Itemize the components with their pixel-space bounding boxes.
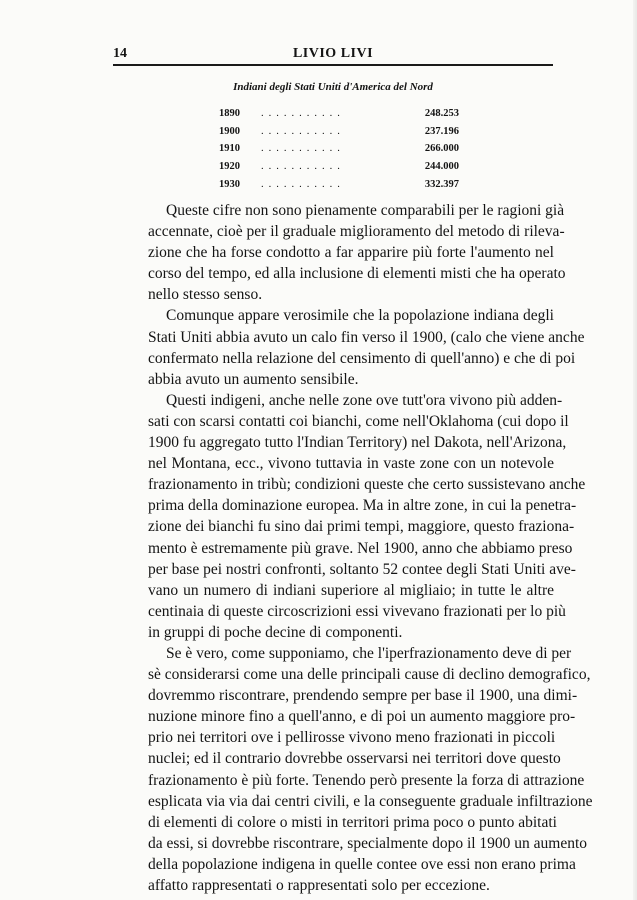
table-value: 237.196 xyxy=(424,125,459,137)
text-line: di elementi di colore o misti in territori prima poco o punto abitati xyxy=(148,813,557,831)
text-line: nuzione minore fino a quell'anno, e di poi un aumento maggiore pro- xyxy=(148,708,576,726)
text-line: da essi, si dovrebbe riscontrare, specialmente dopo il 1900 un aumento xyxy=(148,834,588,852)
text-line: Stati Uniti abbia avuto un calo fin verso il 1900, (calo che viene anche xyxy=(148,328,585,346)
text-line: Queste cifre non sono pienamente comparabili per le ragioni già xyxy=(166,202,565,219)
text-line: confermato nella relazione del censimento di quell'anno) e che di poi xyxy=(148,349,576,367)
table-year: 1910 xyxy=(219,143,240,155)
text-line: della popolazione indigena in quelle contee ove essi non erano prima xyxy=(148,855,576,873)
dot-leader: ........... xyxy=(261,108,345,120)
text-line: frazionamento in tribù; condizioni queste che certo sussistevano anche xyxy=(148,476,586,494)
text-line: in gruppi di poche decine di componenti. xyxy=(148,623,403,641)
table-caption: Indiani degli Stati Uniti d'America del Nord xyxy=(233,81,433,93)
dot-leader: ........... xyxy=(261,143,345,155)
dot-leader: ........... xyxy=(261,161,345,173)
text-line: Se è vero, come supponiamo, che l'iperfrazionamento deve di per xyxy=(166,644,572,662)
text-line: 1900 fu aggregato tutto l'Indian Territory) nel Dakota, nell'Arizona, xyxy=(148,434,567,452)
running-title: LIVIO LIVI xyxy=(292,46,374,61)
paragraph-4 xyxy=(148,643,593,896)
text-line: esplicata via via dai centri civili, e la conseguente graduale infiltrazione xyxy=(148,792,593,810)
paragraph-3 xyxy=(148,390,586,643)
body-text xyxy=(148,200,593,896)
table-row xyxy=(219,123,459,141)
table-row xyxy=(219,140,459,158)
text-line: frazionamento è più forte. Tenendo però presente la forza di attrazione xyxy=(148,771,585,789)
table-value: 332.397 xyxy=(424,178,459,190)
text-line: Comunque appare verosimile che la popolazione indiana degli xyxy=(166,307,554,325)
text-line: mento è estremamente più grave. Nel 1900, anno che abbiamo preso xyxy=(148,539,573,557)
text-line: prima della dominazione europea. Ma in altre zone, in cui la penetra- xyxy=(148,497,577,515)
dot-leader: ........... xyxy=(261,178,345,190)
text-line: sè considerarsi come una delle principali cause di declino demografico, xyxy=(148,666,591,684)
paragraph-2 xyxy=(148,305,585,389)
paragraph-1 xyxy=(148,200,566,305)
data-table xyxy=(219,105,459,193)
table-row xyxy=(219,105,459,123)
page-edge-shadow xyxy=(633,0,637,900)
text-line: corso del tempo, ed alla inclusione di elementi misti che ha operato xyxy=(148,265,566,283)
table-year: 1920 xyxy=(219,161,240,173)
dot-leader: ........... xyxy=(261,125,345,137)
page-number: 14 xyxy=(113,46,127,61)
text-line: nello stesso senso. xyxy=(148,286,263,304)
table-row xyxy=(219,175,459,193)
text-line: accennate, cioè per il graduale miglioramento del metodo di rileva- xyxy=(148,223,565,241)
table-value: 266.000 xyxy=(424,143,459,155)
text-line: abbia avuto un aumento sensibile. xyxy=(148,370,359,388)
table-year: 1890 xyxy=(219,108,240,120)
text-line: vano un numero di indiani superiore al migliaio; in tutte le altre xyxy=(148,581,554,599)
text-line: dovremmo riscontrare, prendendo sempre per base il 1900, una dimi- xyxy=(148,687,578,705)
header-rule xyxy=(113,64,553,66)
table-year: 1900 xyxy=(219,125,240,137)
table-row xyxy=(219,158,459,176)
text-line: zione dei bianchi fu sino dai primi tempi, maggiore, questo fraziona- xyxy=(148,518,575,536)
text-line: centinaia di queste circoscrizioni essi vivevano frazionati per lo più xyxy=(148,602,566,620)
table-value: 248.253 xyxy=(424,108,459,120)
text-line: sati con scarsi contatti coi bianchi, come nell'Oklahoma (cui dopo il xyxy=(148,412,569,430)
text-line: Questi indigeni, anche nelle zone ove tutt'ora vivono più adden- xyxy=(166,391,563,409)
text-line: zione che ha forse condotto a far apparire più forte l'aumento nel xyxy=(148,244,554,262)
text-line: nuclei; ed il contrario dovrebbe osservarsi nei territori dove questo xyxy=(148,750,561,768)
text-line: per base pei nostri confronti, soltanto 52 contee degli Stati Uniti ave- xyxy=(148,560,576,578)
table-year: 1930 xyxy=(219,178,240,190)
page-header xyxy=(113,43,553,63)
table-value: 244.000 xyxy=(424,161,459,173)
text-line: affatto rappresentati o rappresentati solo per eccezione. xyxy=(148,877,490,894)
text-line: prio nei territori ove i pellirosse vivono meno frazionati in piccoli xyxy=(148,729,556,747)
text-line: nel Montana, ecc., vivono tuttavia in vaste zone con un notevole xyxy=(148,455,554,473)
